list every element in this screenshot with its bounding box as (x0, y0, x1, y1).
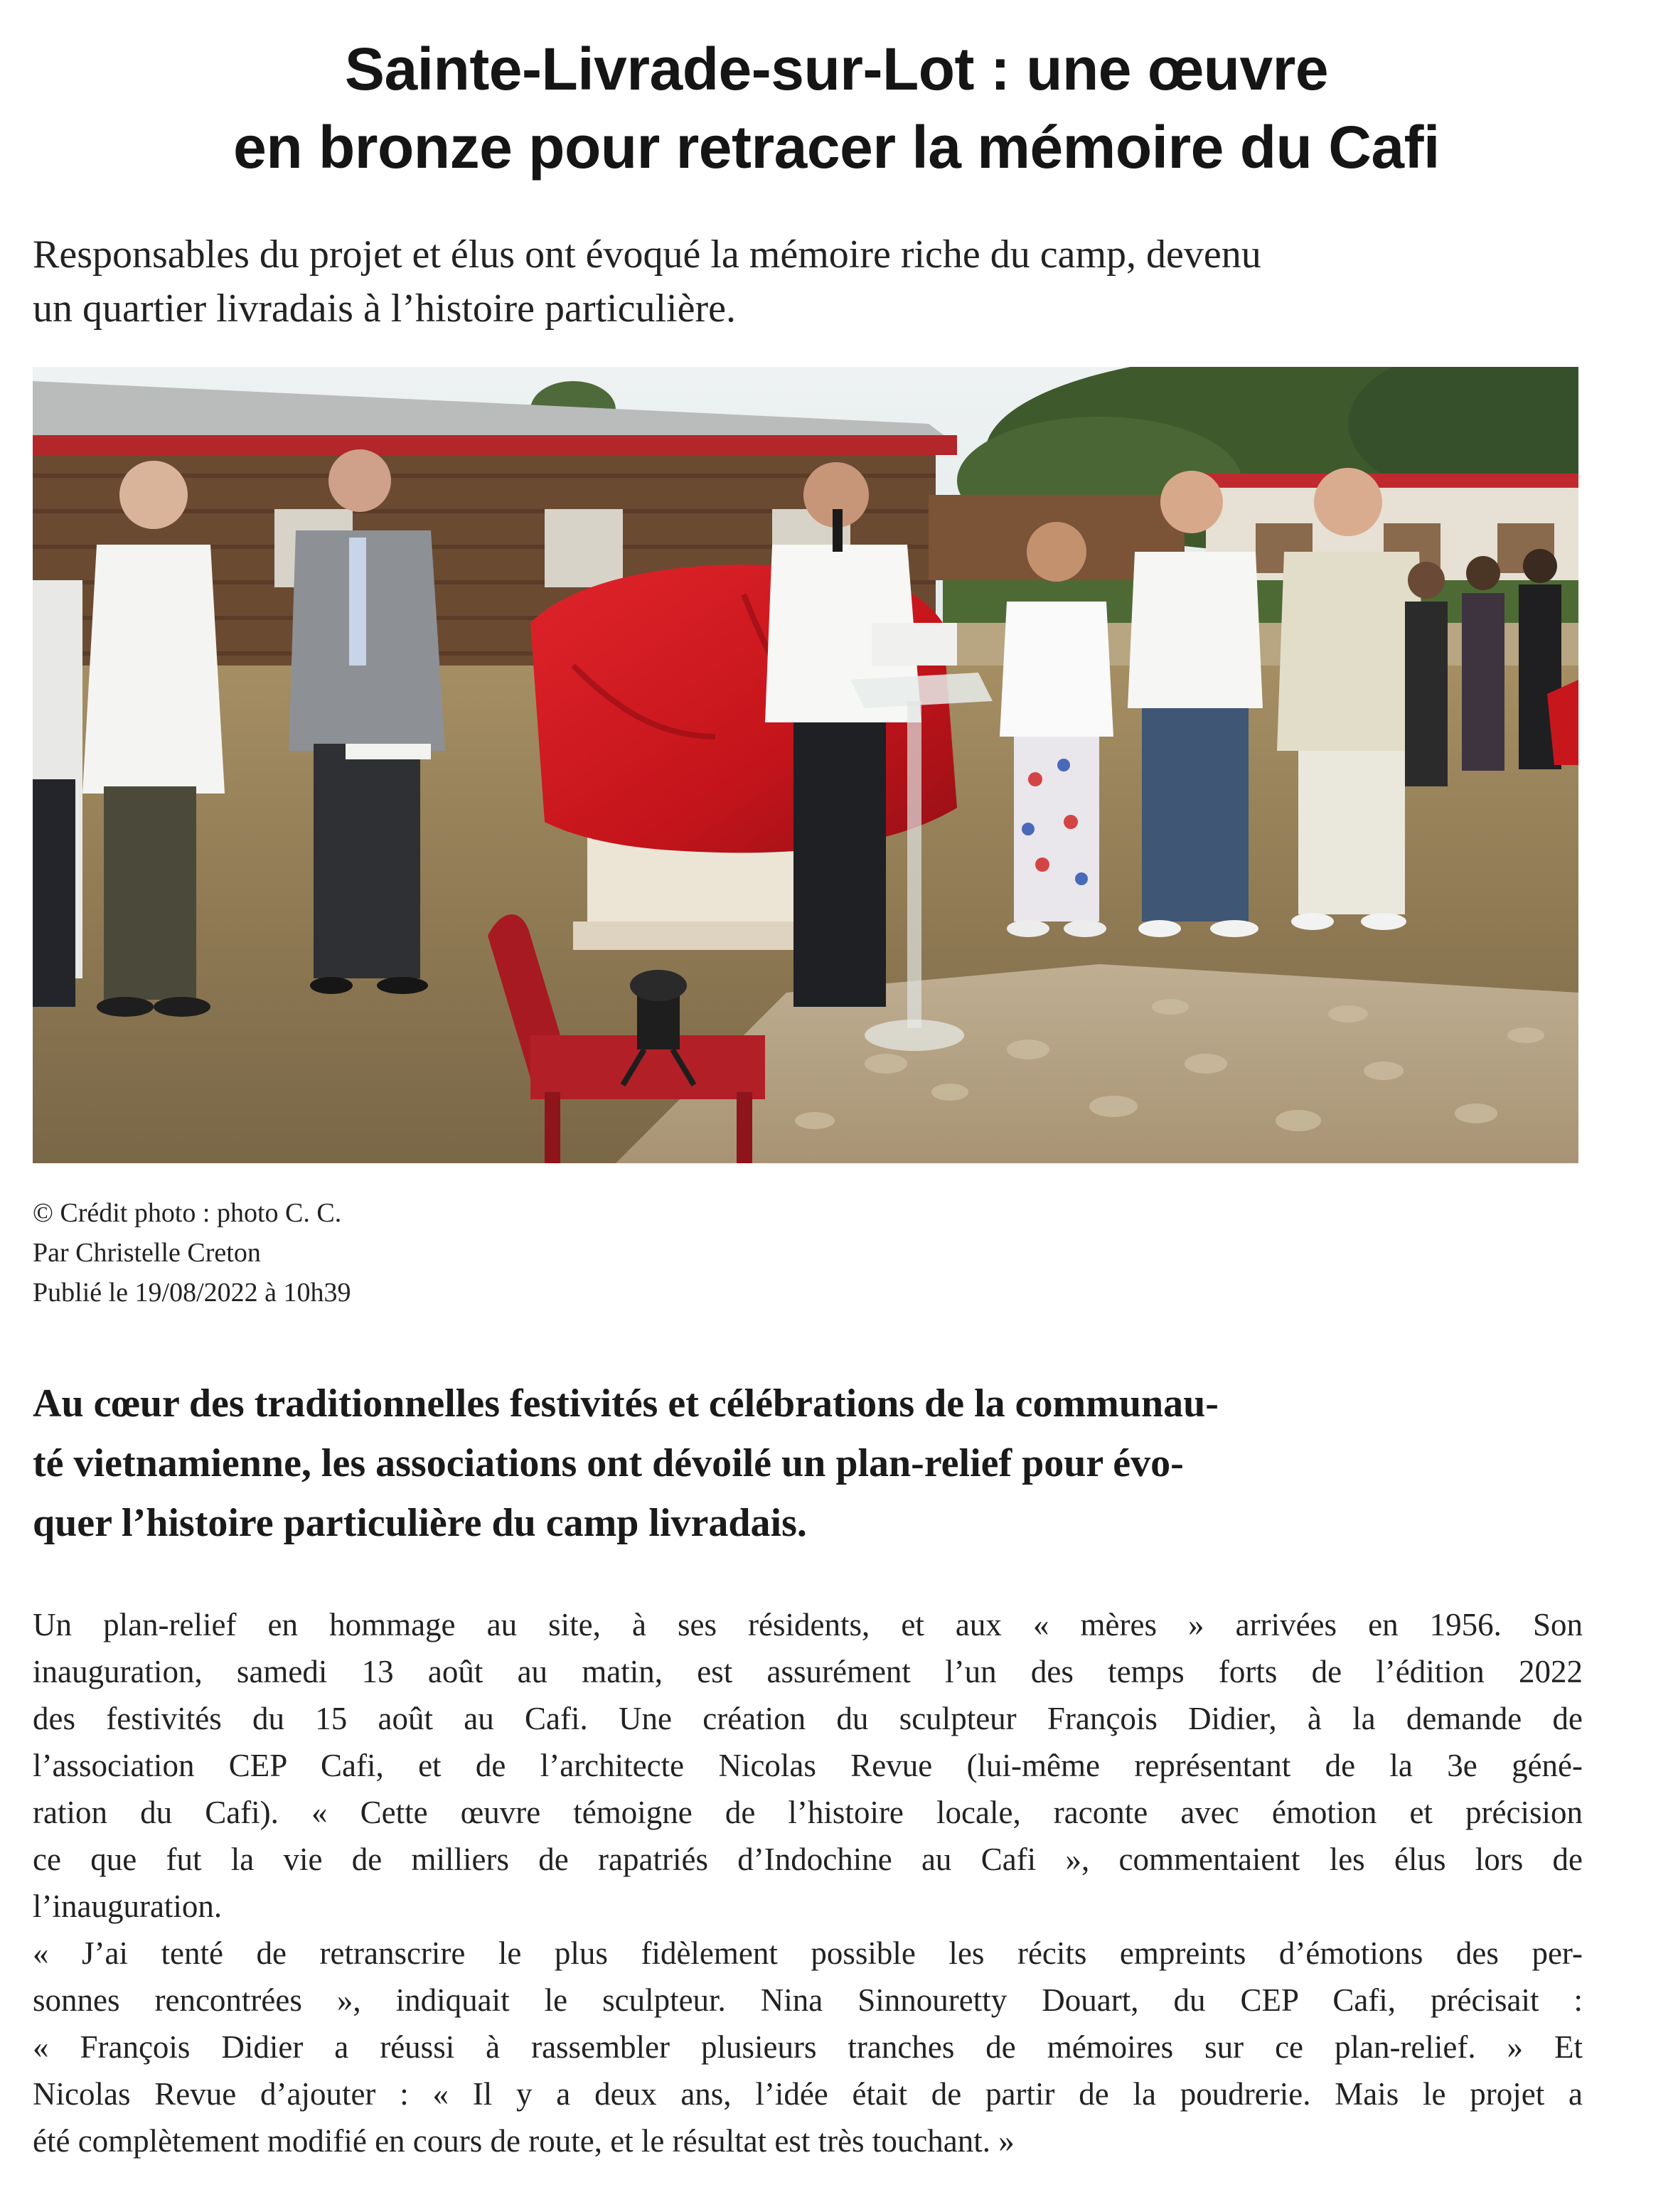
byline: Par Christelle Creton (33, 1238, 261, 1268)
body-line: « J’ai tenté de retranscrire le plus fidèlement possible les récits empreints d’émotions des per- (33, 1935, 1583, 1971)
article-subtitle-line-2: un quartier livradais à l’histoire particulière. (33, 287, 736, 331)
body-line: des festivités du 15 août au Cafi. Une création du sculpteur François Didier, à la demande de (33, 1701, 1583, 1736)
article-title-line-2: en bronze pour retracer la mémoire du Cafi (233, 114, 1440, 181)
body-line: ce que fut la vie de milliers de rapatriés d’Indochine au Cafi », commentaient les élus lors de (33, 1842, 1583, 1877)
body-line: l’inauguration. (33, 1888, 223, 1924)
article-title-line-1: Sainte-Livrade-sur-Lot : une œuvre (344, 36, 1329, 102)
article-title (0, 30, 1673, 186)
article-subtitle (33, 228, 1583, 336)
photo-credit: © Crédit photo : photo C. C. (33, 1198, 342, 1228)
article-lead-line-2: té vietnamienne, les associations ont dévoilé un plan-relief pour évo- (33, 1441, 1184, 1485)
article-lead-line-3: quer l’histoire particulière du camp livradais. (33, 1501, 807, 1545)
body-line: « François Didier a réussi à rassembler plusieurs tranches de mémoires sur ce plan-relief. » Et (33, 2029, 1583, 2065)
photo-credits (33, 1193, 351, 1313)
body-line: ration du Cafi). « Cette œuvre témoigne de l’histoire locale, raconte avec émotion et précision (33, 1795, 1583, 1830)
ceremony-photo-illustration (33, 367, 1578, 1163)
article-lead (33, 1374, 1583, 1553)
article-photo (33, 367, 1578, 1163)
body-line: inauguration, samedi 13 août au matin, est assurément l’un des temps forts de l’édition 2022 (33, 1654, 1583, 1689)
body-line: Nicolas Revue d’ajouter : « Il y a deux ans, l’idée était de partir de la poudrerie. Mais le projet a (33, 2076, 1583, 2112)
article-lead-line-1: Au cœur des traditionnelles festivités et célébrations de la communau- (33, 1382, 1219, 1426)
body-line: sonnes rencontrées », indiquait le sculpteur. Nina Sinnouretty Douart, du CEP Cafi, précisait : (33, 1982, 1583, 2018)
publish-date: Publié le 19/08/2022 à 10h39 (33, 1278, 351, 1308)
body-line: Un plan-relief en hommage au site, à ses résidents, et aux « mères » arrivées en 1956. Son (33, 1607, 1583, 1642)
article-body (33, 1601, 1583, 2164)
body-line: l’association CEP Cafi, et de l’architecte Nicolas Revue (lui-même représentant de la 3e géné- (33, 1748, 1583, 1783)
article-subtitle-line-1: Responsables du projet et élus ont évoqué la mémoire riche du camp, devenu (33, 233, 1261, 277)
body-line: été complètement modifié en cours de route, et le résultat est très touchant. » (33, 2123, 1015, 2159)
